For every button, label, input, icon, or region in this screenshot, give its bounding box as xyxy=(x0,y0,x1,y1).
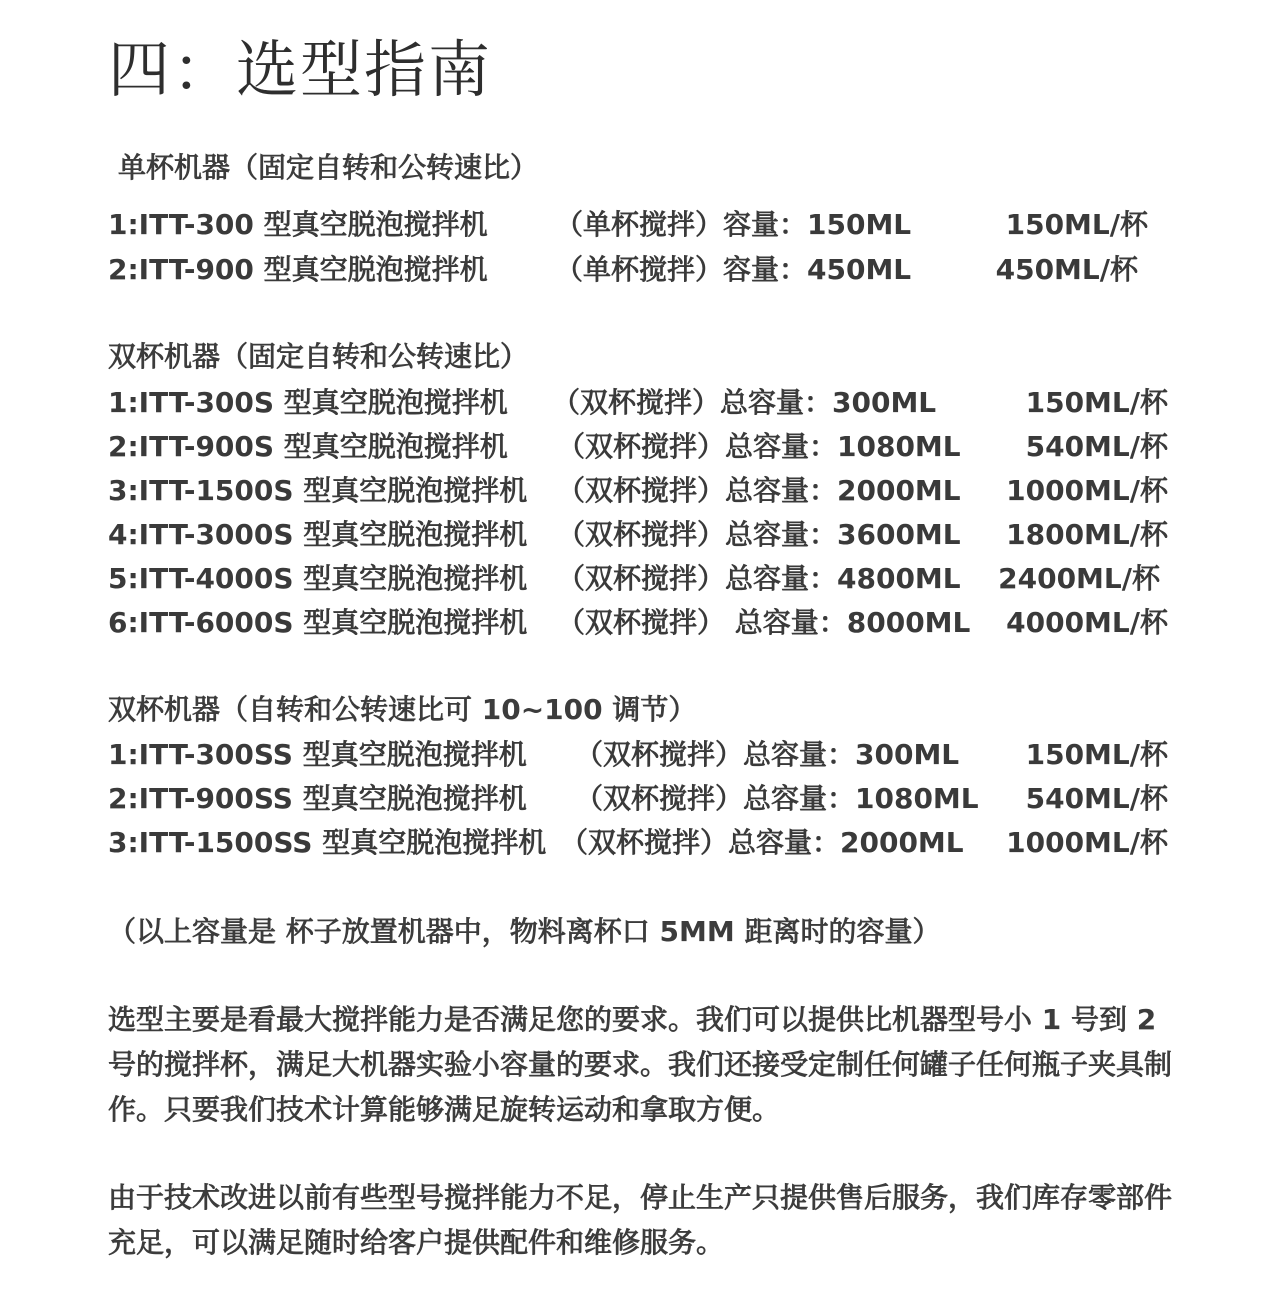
capacity-per-cup: 1000ML/杯 xyxy=(1006,826,1168,859)
model-name: 3:ITT-1500S 型真空脱泡搅拌机 xyxy=(108,474,528,507)
capacity-note: （以上容量是 杯子放置机器中，物料离杯口 5MM 距离时的容量） xyxy=(108,915,941,948)
table-row xyxy=(0,471,1280,511)
paragraph-after-sales: 由于技术改进以前有些型号搅拌能力不足，停止生产只提供售后服务，我们库存零部件充足，可以满足随时给客户提供配件和维修服务。 xyxy=(108,1181,1173,1259)
capacity-per-cup: 1800ML/杯 xyxy=(1006,518,1168,551)
capacity-desc: （双杯搅拌）总容量：2000ML xyxy=(560,826,964,859)
model-name: 2:ITT-900SS 型真空脱泡搅拌机 xyxy=(108,782,527,815)
model-name: 2:ITT-900 型真空脱泡搅拌机 xyxy=(108,253,488,286)
capacity-per-cup: 540ML/杯 xyxy=(1025,782,1168,815)
model-name: 5:ITT-4000S 型真空脱泡搅拌机 xyxy=(108,562,528,595)
model-name: 4:ITT-3000S 型真空脱泡搅拌机 xyxy=(108,518,528,551)
model-name: 3:ITT-1500SS 型真空脱泡搅拌机 xyxy=(108,826,547,859)
model-name: 1:ITT-300 型真空脱泡搅拌机 xyxy=(108,208,488,241)
table-row xyxy=(0,250,1280,290)
section-heading-double-cup-adjustable: 双杯机器（自转和公转速比可 10~100 调节） xyxy=(108,693,697,726)
model-name: 2:ITT-900S 型真空脱泡搅拌机 xyxy=(108,430,508,463)
table-row xyxy=(0,779,1280,819)
capacity-per-cup: 150ML/杯 xyxy=(1005,208,1148,241)
capacity-desc: （单杯搅拌）容量：450ML xyxy=(555,253,912,286)
capacity-per-cup: 2400ML/杯 xyxy=(998,562,1160,595)
capacity-per-cup: 540ML/杯 xyxy=(1025,430,1168,463)
table-row xyxy=(0,823,1280,863)
table-row xyxy=(0,603,1280,643)
capacity-desc: （双杯搅拌）总容量：1080ML xyxy=(557,430,961,463)
table-row xyxy=(0,205,1280,245)
capacity-desc: （双杯搅拌）总容量：300ML xyxy=(575,738,960,771)
capacity-desc: （双杯搅拌）总容量：2000ML xyxy=(557,474,961,507)
paragraph-selection-advice: 选型主要是看最大搅拌能力是否满足您的要求。我们可以提供比机器型号小 1 号到 2 号的搅拌杯，满足大机器实验小容量的要求。我们还接受定制任何罐子任何瓶子夹具制作。只要我们技术计算能够满足旋转运动和拿取方便。 xyxy=(108,1003,1173,1126)
model-name: 1:ITT-300SS 型真空脱泡搅拌机 xyxy=(108,738,527,771)
capacity-desc: （双杯搅拌）总容量：3600ML xyxy=(557,518,961,551)
table-row xyxy=(0,735,1280,775)
capacity-per-cup: 450ML/杯 xyxy=(995,253,1138,286)
section-heading-double-cup-fixed: 双杯机器（固定自转和公转速比） xyxy=(108,340,529,373)
section-heading-single-cup: 单杯机器（固定自转和公转速比） xyxy=(118,151,539,184)
capacity-desc: （双杯搅拌）总容量：300ML xyxy=(552,386,937,419)
page-title: 四：选型指南 xyxy=(108,33,493,106)
capacity-desc: （双杯搅拌）总容量：4800ML xyxy=(557,562,961,595)
capacity-desc: （单杯搅拌）容量：150ML xyxy=(555,208,912,241)
capacity-per-cup: 150ML/杯 xyxy=(1025,386,1168,419)
table-row xyxy=(0,515,1280,555)
table-row xyxy=(0,559,1280,599)
model-name: 1:ITT-300S 型真空脱泡搅拌机 xyxy=(108,386,508,419)
capacity-desc: （双杯搅拌）总容量：1080ML xyxy=(575,782,979,815)
capacity-desc: （双杯搅拌） 总容量：8000ML xyxy=(557,606,971,639)
model-name: 6:ITT-6000S 型真空脱泡搅拌机 xyxy=(108,606,528,639)
capacity-per-cup: 1000ML/杯 xyxy=(1006,474,1168,507)
capacity-per-cup: 4000ML/杯 xyxy=(1006,606,1168,639)
table-row xyxy=(0,383,1280,423)
capacity-per-cup: 150ML/杯 xyxy=(1025,738,1168,771)
table-row xyxy=(0,427,1280,467)
